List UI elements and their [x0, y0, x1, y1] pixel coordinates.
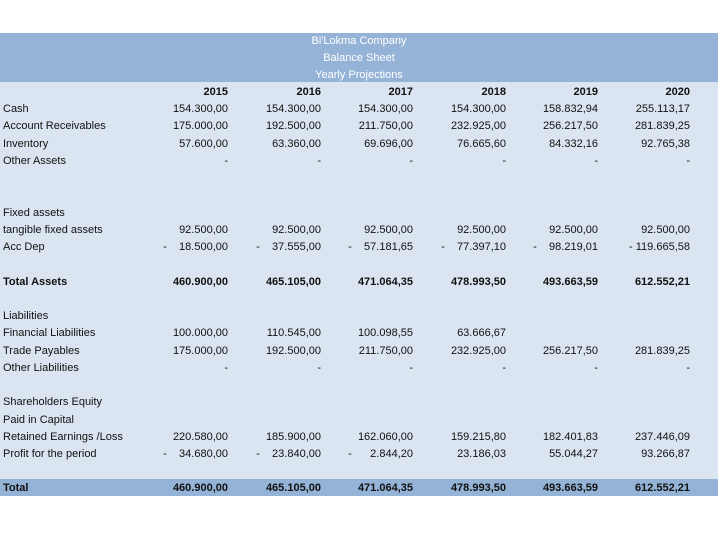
year-header: 2015 — [203, 86, 228, 98]
value-cell: - — [594, 362, 598, 374]
value-cell: 92.500,00 — [179, 224, 228, 236]
value-cell: 256.217,50 — [542, 345, 598, 357]
row-label: Inventory — [3, 138, 49, 150]
year-header: 2016 — [296, 86, 321, 98]
row-label: Other Assets — [3, 155, 66, 167]
value-cell: 100.000,00 — [172, 327, 228, 339]
value-cell: 232.925,00 — [450, 345, 506, 357]
value-cell: 478.993,50 — [450, 276, 506, 288]
value-cell: 478.993,50 — [450, 482, 506, 494]
value-cell: 471.064,35 — [357, 276, 413, 288]
value-cell: 493.663,59 — [542, 482, 598, 494]
value-cell: 471.064,35 — [357, 482, 413, 494]
value-cell: - 77.397,10 — [441, 241, 506, 253]
value-cell: - — [224, 362, 228, 374]
value-cell: - — [686, 362, 690, 374]
value-cell: 159.215,80 — [450, 431, 506, 443]
value-cell: - 2.844,20 — [348, 448, 413, 460]
value-cell: - — [317, 362, 321, 374]
value-cell: 57.600,00 — [179, 138, 228, 150]
row-label: Total Assets — [3, 276, 68, 288]
value-cell: 100.098,55 — [357, 327, 413, 339]
row-label: Retained Earnings /Loss — [3, 431, 123, 443]
value-cell: 93.266,87 — [641, 448, 690, 460]
value-cell: 175.000,00 — [172, 345, 228, 357]
value-cell: 55.044,27 — [549, 448, 598, 460]
value-cell: 92.500,00 — [364, 224, 413, 236]
value-cell: 612.552,21 — [634, 482, 690, 494]
value-cell: 256.217,50 — [542, 120, 598, 132]
value-cell: 92.500,00 — [272, 224, 321, 236]
value-cell: 154.300,00 — [357, 103, 413, 115]
row-label: Acc Dep — [3, 241, 45, 253]
value-cell: 460.900,00 — [172, 276, 228, 288]
value-cell: 110.545,00 — [266, 327, 321, 339]
value-cell: 175.000,00 — [172, 120, 228, 132]
value-cell: 92.500,00 — [549, 224, 598, 236]
value-cell: 76.665,60 — [457, 138, 506, 150]
value-cell: 255.113,17 — [635, 103, 690, 115]
row-label: Other Liabilities — [3, 362, 79, 374]
value-cell: 23.186,03 — [457, 448, 506, 460]
row-label: Shareholders Equity — [3, 396, 103, 408]
value-cell: 162.060,00 — [357, 431, 413, 443]
year-header: 2018 — [481, 86, 506, 98]
value-cell: - — [409, 362, 413, 374]
value-cell: - 119.665,58 — [629, 241, 690, 253]
row-label: Fixed assets — [3, 207, 65, 219]
value-cell: - 37.555,00 — [256, 241, 321, 253]
sheet-title: Balance Sheet — [323, 52, 395, 64]
company-name: Bi'Lokma Company — [311, 35, 407, 47]
sheet-subtitle: Yearly Projections — [315, 69, 403, 81]
balance-sheet — [0, 33, 718, 496]
value-cell: - 57.181,65 — [348, 241, 413, 253]
value-cell: 232.925,00 — [450, 120, 506, 132]
row-label: Liabilities — [3, 310, 49, 322]
year-header: 2017 — [388, 86, 413, 98]
value-cell: 237.446,09 — [634, 431, 690, 443]
row-label: tangible fixed assets — [3, 224, 103, 236]
year-header: 2020 — [665, 86, 690, 98]
value-cell: - — [502, 362, 506, 374]
row-label: Trade Payables — [3, 345, 80, 357]
value-cell: - 98.219,01 — [533, 241, 598, 253]
value-cell: - 18.500,00 — [163, 241, 228, 253]
value-cell: - — [594, 155, 598, 167]
row-label: Profit for the period — [3, 448, 97, 460]
value-cell: 92.500,00 — [641, 224, 690, 236]
value-cell: 460.900,00 — [172, 482, 228, 494]
value-cell: 465.105,00 — [265, 482, 321, 494]
value-cell: 63.360,00 — [272, 138, 321, 150]
value-cell: - — [502, 155, 506, 167]
value-cell: 192.500,00 — [265, 345, 321, 357]
value-cell: - 34.680,00 — [163, 448, 228, 460]
value-cell: 211.750,00 — [358, 345, 413, 357]
row-label: Account Receivables — [3, 120, 106, 132]
value-cell: 69.696,00 — [364, 138, 413, 150]
value-cell: 185.900,00 — [265, 431, 321, 443]
value-cell: 92.500,00 — [457, 224, 506, 236]
value-cell: 211.750,00 — [358, 120, 413, 132]
value-cell: - 23.840,00 — [256, 448, 321, 460]
value-cell: 154.300,00 — [265, 103, 321, 115]
value-cell: 158.832,94 — [542, 103, 598, 115]
value-cell: 465.105,00 — [265, 276, 321, 288]
value-cell: - — [409, 155, 413, 167]
value-cell: 192.500,00 — [265, 120, 321, 132]
value-cell: 612.552,21 — [634, 276, 690, 288]
value-cell: 281.839,25 — [634, 345, 690, 357]
value-cell: - — [686, 155, 690, 167]
value-cell: 154.300,00 — [450, 103, 506, 115]
row-label: Financial Liabilities — [3, 327, 96, 339]
value-cell: 182.401,83 — [542, 431, 598, 443]
value-cell: 84.332,16 — [549, 138, 598, 150]
value-cell: 220.580,00 — [172, 431, 228, 443]
value-cell: - — [224, 155, 228, 167]
value-cell: 63.666,67 — [457, 327, 506, 339]
value-cell: 281.839,25 — [634, 120, 690, 132]
value-cell: 92.765,38 — [641, 138, 690, 150]
value-cell: 154.300,00 — [172, 103, 228, 115]
row-label: Cash — [3, 103, 29, 115]
row-label: Total — [3, 482, 29, 494]
row-label: Paid in Capital — [3, 414, 74, 426]
year-header: 2019 — [573, 86, 598, 98]
value-cell: 493.663,59 — [542, 276, 598, 288]
value-cell: - — [317, 155, 321, 167]
